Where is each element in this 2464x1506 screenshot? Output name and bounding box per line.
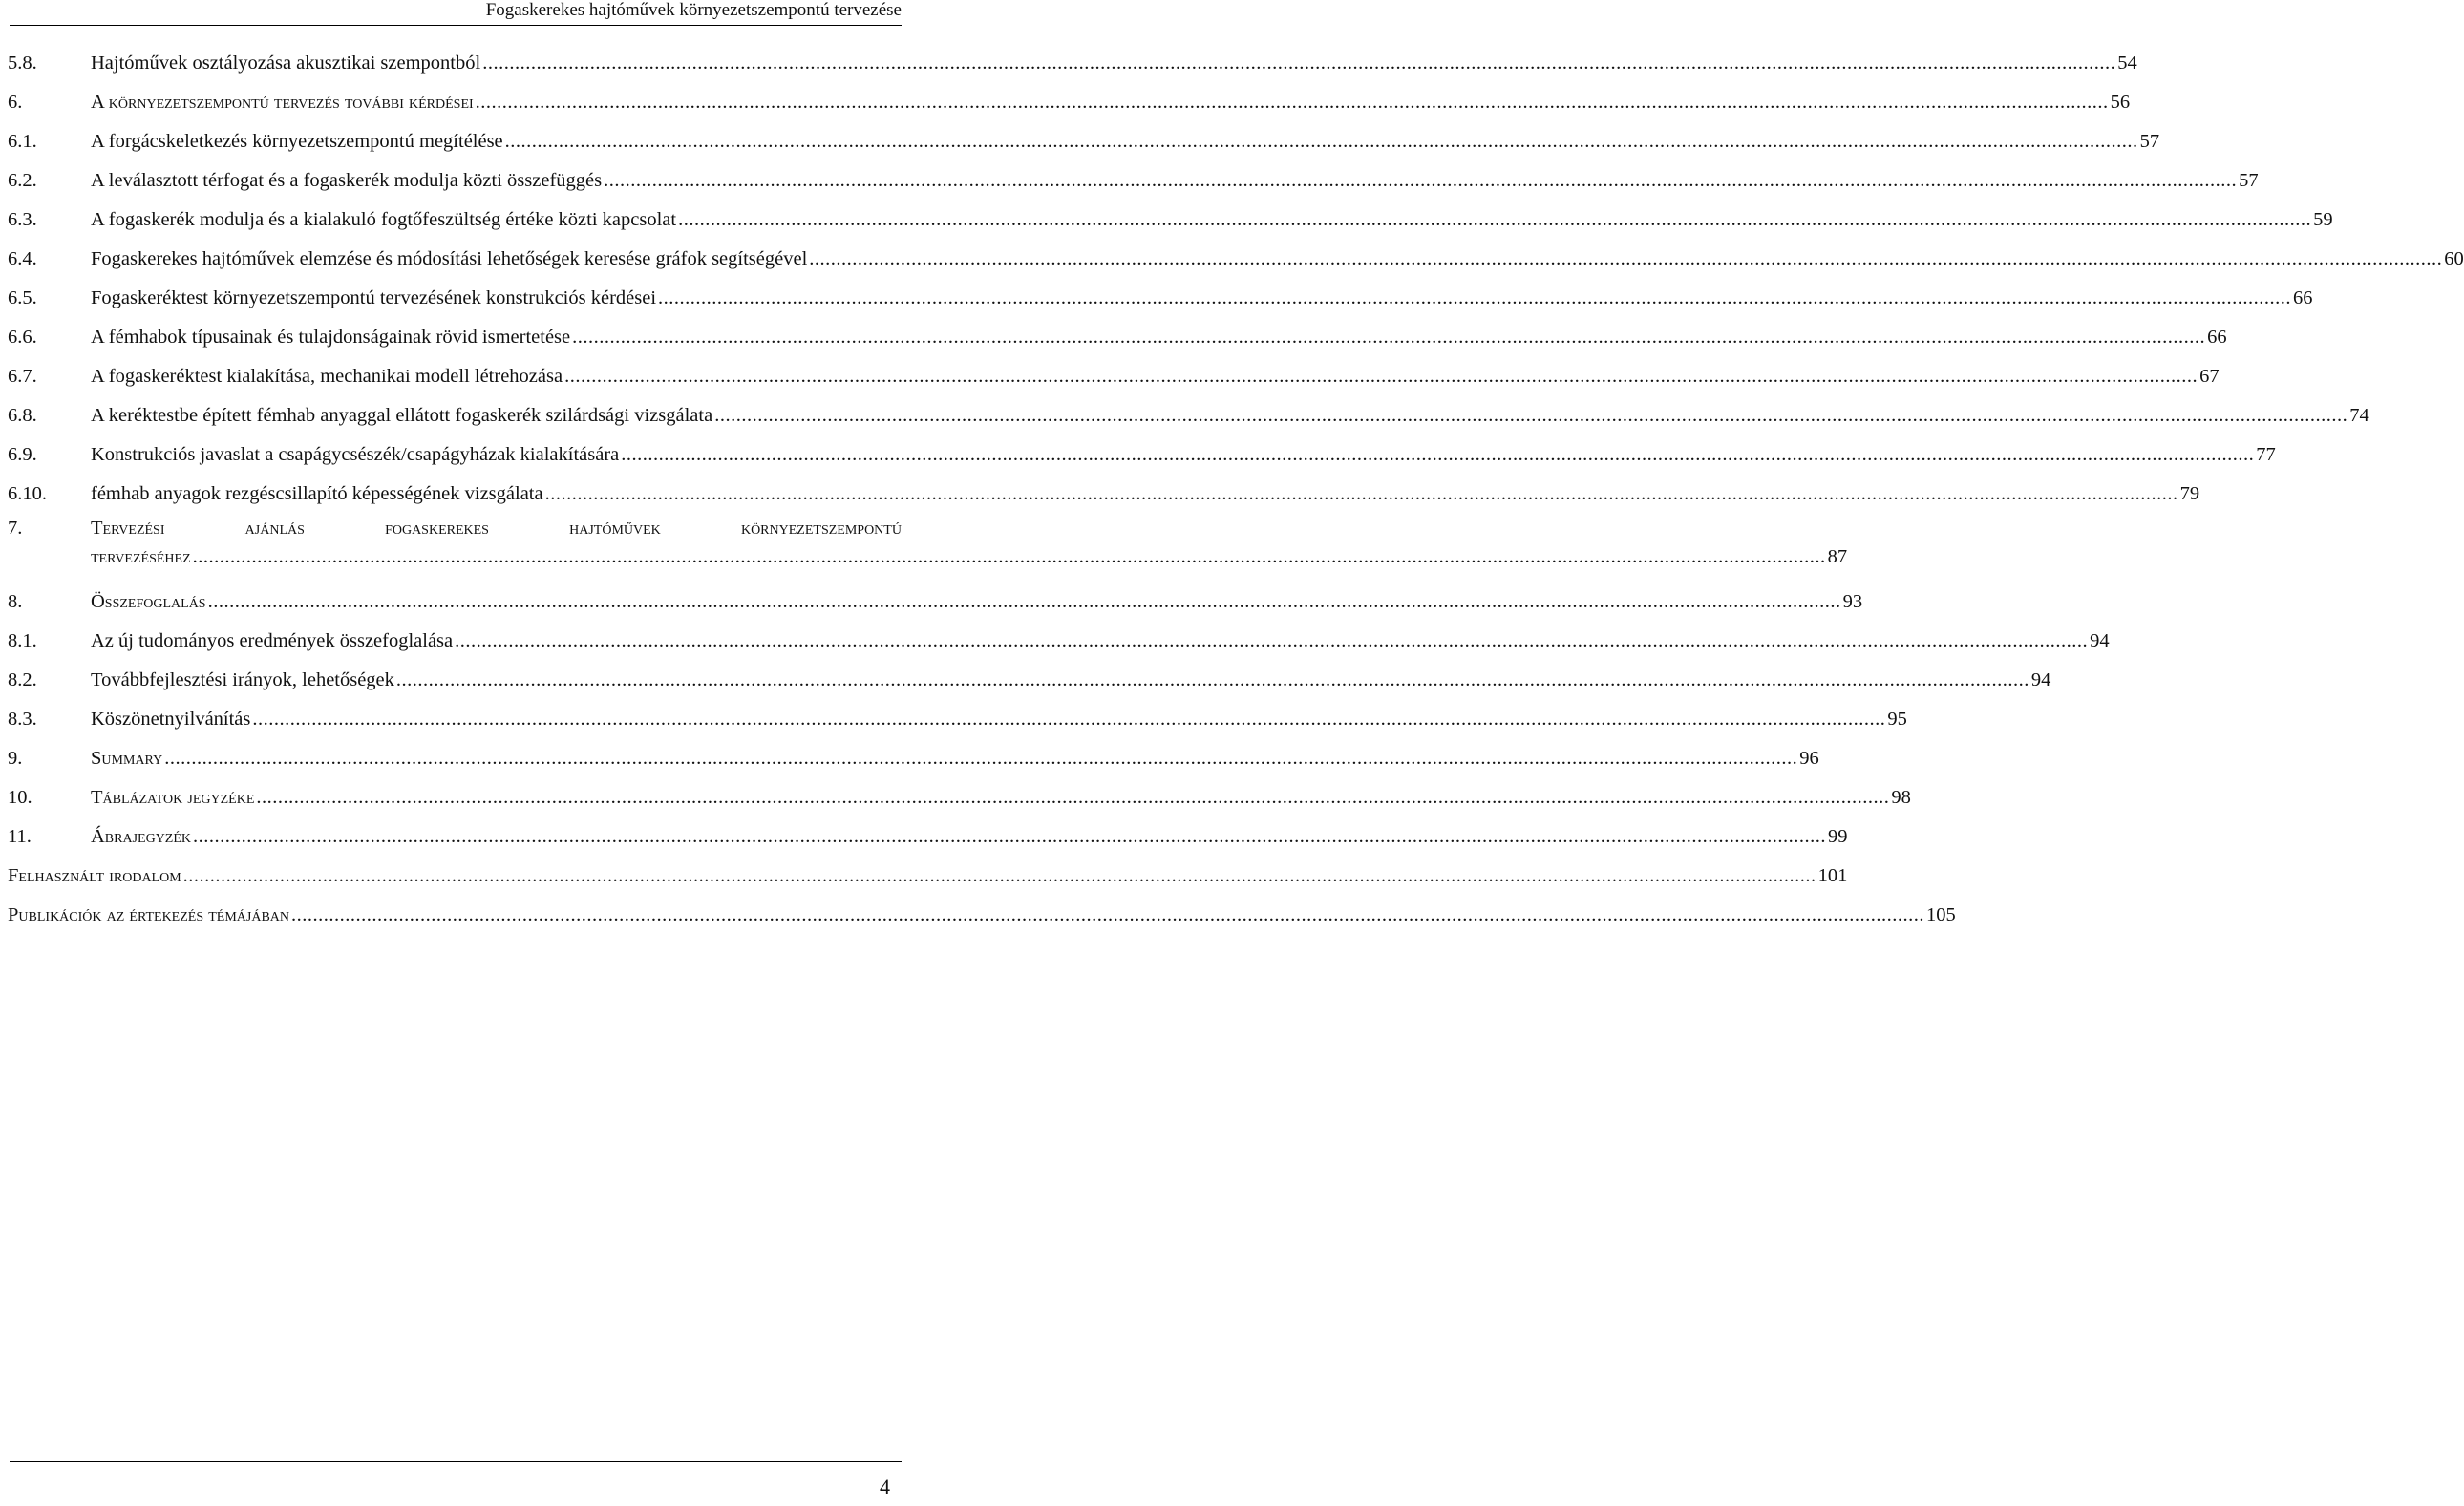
toc-entry-number: 8.1. xyxy=(8,630,37,651)
toc-entry-number: 11. xyxy=(8,826,32,847)
toc-entry[interactable] xyxy=(8,896,1956,935)
toc-entry-title: Fogaskeréktest környezetszempontú tervezésének konstrukciós kérdései xyxy=(91,287,657,308)
toc-entry-title: Summary xyxy=(91,748,163,769)
toc-entry-7[interactable] xyxy=(8,514,1848,583)
toc-entry[interactable] xyxy=(8,739,1819,778)
running-header-title: Fogaskerekes hajtóművek környezetszempontú tervezése xyxy=(485,0,902,20)
toc-entry-number: 6.10. xyxy=(8,483,47,504)
toc-entry-title: A környezetszempontú tervezés további kérdései xyxy=(91,92,474,113)
running-header xyxy=(10,0,902,26)
toc-entry-title: A leválasztott térfogat és a fogaskerék modulja közti összefüggés xyxy=(91,170,603,191)
toc-entry-number: 6.9. xyxy=(8,444,37,465)
toc-entry-title-word: hajtóművek xyxy=(569,518,661,539)
toc-leader-dots xyxy=(482,44,2115,83)
toc-entry-page: 94 xyxy=(2030,669,2051,690)
toc-leader-dots xyxy=(396,661,2029,700)
toc-leader-dots xyxy=(505,122,2138,161)
toc-entry-page: 60 xyxy=(2444,248,2464,269)
toc-entry[interactable] xyxy=(8,857,1848,896)
toc-section-unnumbered xyxy=(8,857,1956,935)
toc-entry[interactable] xyxy=(8,122,2160,161)
toc-section-part1 xyxy=(8,44,2464,514)
toc-entry-page: 93 xyxy=(1842,591,1863,612)
toc-entry[interactable] xyxy=(8,817,1848,857)
toc-entry-page: 56 xyxy=(2110,92,2131,113)
toc-entry[interactable] xyxy=(8,357,2220,396)
toc-entry-title: Táblázatok jegyzéke xyxy=(91,787,255,808)
toc-entry-title-word: Tervezési xyxy=(91,518,165,539)
toc-entry[interactable] xyxy=(8,700,1907,739)
toc-entry-page: 66 xyxy=(2207,327,2227,348)
toc-entry-number: 7. xyxy=(8,518,23,539)
toc-entry-title: Felhasznált irodalom xyxy=(8,865,181,886)
toc-entry-number: 8.3. xyxy=(8,709,37,730)
toc-leader-dots xyxy=(678,201,2311,240)
toc-entry-title: Publikációk az értekezés témájában xyxy=(8,904,290,925)
toc-entry[interactable] xyxy=(8,318,2227,357)
toc-entry-page: 94 xyxy=(2090,630,2110,651)
toc-entry-number: 10. xyxy=(8,787,32,808)
toc-leader-dots xyxy=(604,161,2237,201)
toc-entry-title-line1 xyxy=(91,514,902,542)
toc-entry-page: 66 xyxy=(2293,287,2313,308)
toc-entry[interactable] xyxy=(8,583,1863,622)
toc-entry-page: 105 xyxy=(1926,904,1956,925)
toc-entry-number: 8. xyxy=(8,591,23,612)
toc-leader-dots xyxy=(455,622,2088,661)
toc-entry-title: A keréktestbe épített fémhab anyaggal ellátott fogaskerék szilárdsági vizsgálata xyxy=(91,405,713,426)
toc-entry-page: 96 xyxy=(1799,748,1819,769)
toc-entry-title-word: ajánlás xyxy=(244,518,305,539)
toc-entry-title: Továbbfejlesztési irányok, lehetőségek xyxy=(91,669,394,690)
toc-entry[interactable] xyxy=(8,622,2110,661)
toc-leader-dots xyxy=(476,83,2109,122)
toc-leader-dots xyxy=(714,396,2347,435)
toc-leader-dots xyxy=(256,778,1889,817)
toc-entry[interactable] xyxy=(8,279,2313,318)
toc-entry-number: 6. xyxy=(8,92,23,113)
toc-entry-page: 57 xyxy=(2239,170,2259,191)
toc-section-part2 xyxy=(8,583,2110,857)
toc-leader-dots xyxy=(252,700,1885,739)
toc-entry[interactable] xyxy=(8,201,2333,240)
toc-leader-dots xyxy=(183,857,1816,896)
toc-entry-title-word: környezetszempontú xyxy=(740,518,902,539)
toc-entry-title: Ábrajegyzék xyxy=(91,826,192,847)
toc-entry-number: 6.5. xyxy=(8,287,37,308)
toc-leader-dots xyxy=(572,318,2205,357)
toc-entry-page: 74 xyxy=(2349,405,2369,426)
toc-entry-number: 5.8. xyxy=(8,53,37,74)
toc-entry-title: A fémhabok típusainak és tulajdonságainak rövid ismertetése xyxy=(91,327,571,348)
toc-entry-number: 8.2. xyxy=(8,669,37,690)
toc-entry-page: 59 xyxy=(2313,209,2333,230)
toc-entry-title: A fogaskerék modulja és a kialakuló fogtőfeszültség értéke közti kapcsolat xyxy=(91,209,677,230)
toc-leader-dots xyxy=(208,583,1841,622)
toc-entry-number: 6.6. xyxy=(8,327,37,348)
toc-entry-page: 101 xyxy=(1817,865,1848,886)
toc-leader-dots xyxy=(564,357,2198,396)
toc-entry[interactable] xyxy=(8,161,2259,201)
toc-entry-page: 54 xyxy=(2117,53,2137,74)
toc-entry-page: 95 xyxy=(1887,709,1907,730)
footer-rule xyxy=(10,1461,902,1462)
toc-leader-dots xyxy=(621,435,2254,475)
toc-entry-title: Az új tudományos eredmények összefoglalása xyxy=(91,630,454,651)
toc-entry[interactable] xyxy=(8,661,2051,700)
toc-entry-number: 6.7. xyxy=(8,366,37,387)
toc-entry-title: Hajtóművek osztályozása akusztikai szempontból xyxy=(91,53,481,74)
toc-entry-number: 6.8. xyxy=(8,405,37,426)
toc-leader-dots xyxy=(193,542,1826,571)
toc-entry-number: 6.3. xyxy=(8,209,37,230)
toc-entry-page: 77 xyxy=(2256,444,2276,465)
toc-leader-dots xyxy=(193,817,1826,857)
toc-entry[interactable] xyxy=(8,83,2131,122)
toc-entry-title: Fogaskerekes hajtóművek elemzése és módosítási lehetőségek keresése gráfok segítségével xyxy=(91,248,808,269)
toc-leader-dots xyxy=(809,240,2442,279)
toc-entry[interactable] xyxy=(8,396,2369,435)
toc-entry-page: 98 xyxy=(1891,787,1911,808)
toc-entry-page: 87 xyxy=(1827,546,1848,567)
toc-leader-dots xyxy=(545,475,2178,514)
toc-entry[interactable] xyxy=(8,778,1911,817)
toc-entry-title: Köszönetnyilvánítás xyxy=(91,709,251,730)
toc-entry-title-word: fogaskerekes xyxy=(385,518,489,539)
toc-entry-title: A fogaskeréktest kialakítása, mechanikai modell létrehozása xyxy=(91,366,563,387)
toc-entry-number: 9. xyxy=(8,748,23,769)
toc-entry-number: 6.2. xyxy=(8,170,37,191)
toc-entry-title: A forgácskeletkezés környezetszempontú megítélése xyxy=(91,131,503,152)
toc-entry-page: 57 xyxy=(2139,131,2160,152)
toc-entry-title: fémhab anyagok rezgéscsillapító képességének vizsgálata xyxy=(91,483,543,504)
toc-leader-dots xyxy=(164,739,1797,778)
toc-entry[interactable] xyxy=(8,240,2464,279)
toc-leader-dots xyxy=(291,896,1924,935)
page-number: 4 xyxy=(880,1474,890,1498)
toc-entry-title-line2: tervezéséhez xyxy=(91,546,191,567)
toc-entry-page: 67 xyxy=(2199,366,2220,387)
table-of-contents xyxy=(8,44,2464,935)
toc-leader-dots xyxy=(658,279,2291,318)
toc-entry[interactable] xyxy=(8,44,2137,83)
toc-entry-page: 99 xyxy=(1828,826,1848,847)
toc-entry-title: Összefoglalás xyxy=(91,591,206,612)
toc-entry[interactable] xyxy=(8,475,2200,514)
toc-entry-title: Konstrukciós javaslat a csapágycsészék/csapágyházak kialakítására xyxy=(91,444,620,465)
toc-entry-number: 6.1. xyxy=(8,131,37,152)
toc-entry-page: 79 xyxy=(2179,483,2200,504)
toc-entry-number: 6.4. xyxy=(8,248,37,269)
toc-entry[interactable] xyxy=(8,435,2276,475)
